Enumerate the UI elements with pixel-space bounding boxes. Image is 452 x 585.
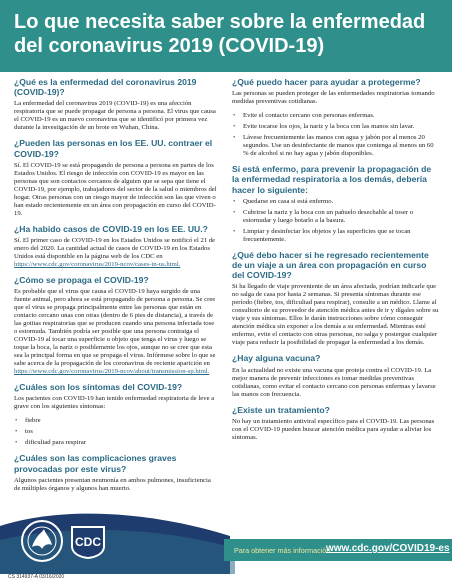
cdc-logo-icon [69, 524, 107, 560]
section-text-body: Sí. El primer caso de COVID-19 en los Estados Unidos se notificó el 21 de enero del 2020. La cantidad actual de casos de COVID-19 en los Estados Unidos está disponible en la página web de los CDC en [14, 237, 216, 261]
section-heading: ¿Qué es la enfermedad del coronavirus 2019 (COVID-19)? [14, 77, 197, 98]
list-item: • tos [15, 428, 33, 436]
footer-url-link[interactable]: www.cdc.gov/COVID19-es [326, 543, 450, 554]
section-heading: ¿Pueden las personas en los EE. UU. contraer el COVID-19? [14, 138, 213, 159]
document-code: CS 314937-A 03/16/2020 [8, 574, 65, 580]
section-heading: ¿Cómo se propaga el COVID-19? [14, 275, 149, 286]
section-us-cases [14, 224, 218, 269]
cdc-logo-text: CDC [75, 535, 101, 549]
section-heading: ¿Cuáles son las complicaciones graves provocadas por este virus? [14, 453, 177, 474]
section-heading: ¿Cuáles son los síntomas del COVID-19? [14, 382, 183, 393]
bullet-icon: • [233, 112, 236, 120]
symptom-list [14, 417, 218, 447]
section-text [14, 288, 218, 376]
bullet-icon: • [233, 134, 236, 142]
section-heading: ¿Existe un tratamiento? [232, 404, 330, 415]
bullet-icon: • [233, 208, 236, 216]
section-heading: ¿Hay alguna vacuna? [232, 353, 321, 364]
section-returned-travel [232, 250, 440, 348]
section-treatment [232, 405, 440, 442]
section-can-people-get-covid [14, 138, 218, 217]
section-text-body: Es probable que el virus que causa el COVID-19 haya surgido de una fuente animal, pero ahora se está propagando de persona a persona. Se cree que el virus se propaga principalmente entre las personas que están en contacto cercano unas con otras (dentro de 6 pies de distancia), a través de las gotitas respiratorias que se producen cuando una persona infectada tose o estornuda. También podría ser posible que una persona contraiga el COVID-19 al tocar una superficie u objeto que tenga el virus y luego se toque la boca, la nariz o posiblemente los ojos, aunque no se cree que esta sea la principal forma en que se propaga el virus. Infórmese sobre lo que se sabe acerca de la propagación de los coronavirus de reciente aparición en [14, 288, 216, 368]
bullet-icon: • [233, 227, 236, 235]
list-item: • dificultad para respirar [15, 439, 86, 447]
section-text: Algunos pacientes presentan neumonía en ambos pulmones, insuficiencia de múltiples órganos y algunos han muerto. [14, 476, 211, 492]
section-text: La enfermedad del coronavirus 2019 (COVID-19) es una afección respiratoria que se puede propagar de persona a persona. El virus que causa el COVID-19 es un nuevo coronavirus que se identificó por primera vez durante la investigación de un brote en Wuhan, China. [14, 100, 216, 132]
section-if-sick [232, 164, 440, 244]
hhs-seal-icon [20, 519, 64, 563]
transmission-link[interactable]: https://www.cdc.gov/coronavirus/2019-ncov/about/transmission-sp.html. [14, 368, 210, 376]
bullet-icon: • [233, 197, 236, 205]
section-heading: ¿Qué debo hacer si he regresado recientemente de un viaje a un área con propagación en curso del COVID-19? [232, 249, 429, 281]
list-item: • Evite tocarse los ojos, la nariz y la boca con las manos sin lavar. [233, 123, 415, 131]
section-text: Si ha llegado de viaje proveniente de un área afectada, podrían indicarle que no salga de casa por hasta 2 semanas. Si presenta síntomas durante ese período (fiebre, tos, dificultad para respirar), consulte a un médico. Llame al consultorio de su proveedor de atención médica antes de ir y dígales sobre su viaje y sus síntomas. Ellos le darán instrucciones sobre cómo conseguir atención médica sin exponer a los demás a su enfermedad. Mientras esté enfermo, evite el contacto con otras personas, no salga y postergue cualquier viaje para reducir la posibilidad de propagar la enfermedad a los demás. [232, 283, 439, 347]
section-text [14, 237, 218, 269]
footer-label: Para obtener más información: [234, 546, 333, 555]
section-protect-myself [232, 77, 440, 158]
section-vaccine [232, 353, 440, 398]
bullet-icon: • [15, 439, 18, 447]
section-what-is-covid [14, 77, 218, 132]
list-item: • Evite el contacto cercano con personas enfermas. [233, 112, 375, 120]
section-text: Sí. El COVID-19 se está propagando de persona a persona en partes de los Estados Unidos. El riesgo de infección con COVID-19 es mayor en las personas que son contactos cercanos de alguien que se sepa que tiene el COVID-19, por ejemplo, trabajadores del sector de la salud o miembros del hogar. Otras personas con un riesgo mayor de infección son las que viven o han estado recientemente en un área con propagación en curso del COVID-19. [14, 161, 217, 217]
page-title: Lo que necesita saber sobre la enfermedad del coronavirus 2019 (COVID-19) [14, 11, 426, 57]
section-text: No hay un tratamiento antiviral específico para el COVID-19. Las personas con el COVID-19 pueden buscar atención médica para ayudar a aliviar los síntomas. [232, 417, 435, 441]
title-banner [0, 0, 452, 72]
bullet-icon: • [15, 428, 18, 436]
section-text: Las personas se pueden proteger de las enfermedades respiratorias tomando medidas preventivas cotidianas. [232, 90, 435, 106]
section-text: Los pacientes con COVID-19 han tenido enfermedad respiratoria de leve a grave con los siguientes síntomas: [14, 395, 215, 411]
cases-link[interactable]: https://www.cdc.gov/coronavirus/2019-ncov/cases-in-us.html. [14, 261, 181, 269]
bullet-icon: • [233, 123, 236, 131]
section-heading: ¿Qué puedo hacer para ayudar a protegerme? [232, 77, 421, 87]
prevention-list [232, 112, 440, 158]
section-complications [14, 453, 218, 492]
left-column [14, 77, 218, 499]
list-item: • Lávese frecuentemente las manos con agua y jabón por al menos 20 segundos. Use un desinfectante de manos que contenga al menos un 60 % de alcohol si no hay agua y jabón disponibles. [233, 134, 434, 158]
section-symptoms [14, 382, 218, 447]
section-text: En la actualidad no existe una vacuna que proteja contra el COVID-19. La mejor manera de prevenir infecciones es tomar medidas preventivas cotidianas, como evitar el contacto cercano con personas enfermas y lavarse las manos con frecuencia. [232, 366, 436, 398]
list-item: • Limpiar y desinfectar los objetos y las superficies que se tocan frecuentemente. [233, 227, 411, 243]
list-item: • Cubrirse la nariz y la boca con un pañuelo desechable al toser o estornudar y luego botarlo a la basura. [233, 208, 414, 224]
list-item: • fiebre [15, 417, 41, 425]
right-column [232, 77, 440, 448]
section-how-spreads [14, 275, 218, 376]
list-item: • Quedarse en casa si está enfermo. [233, 197, 334, 205]
section-heading: ¿Ha habido casos de COVID-19 en los EE. UU.? [14, 223, 208, 234]
if-sick-list [232, 198, 440, 244]
section-heading: Si está enfermo, para prevenir la propagación de la enfermedad respiratoria a los demás, debería hacer lo siguiente: [232, 164, 432, 195]
bullet-icon: • [15, 417, 18, 425]
